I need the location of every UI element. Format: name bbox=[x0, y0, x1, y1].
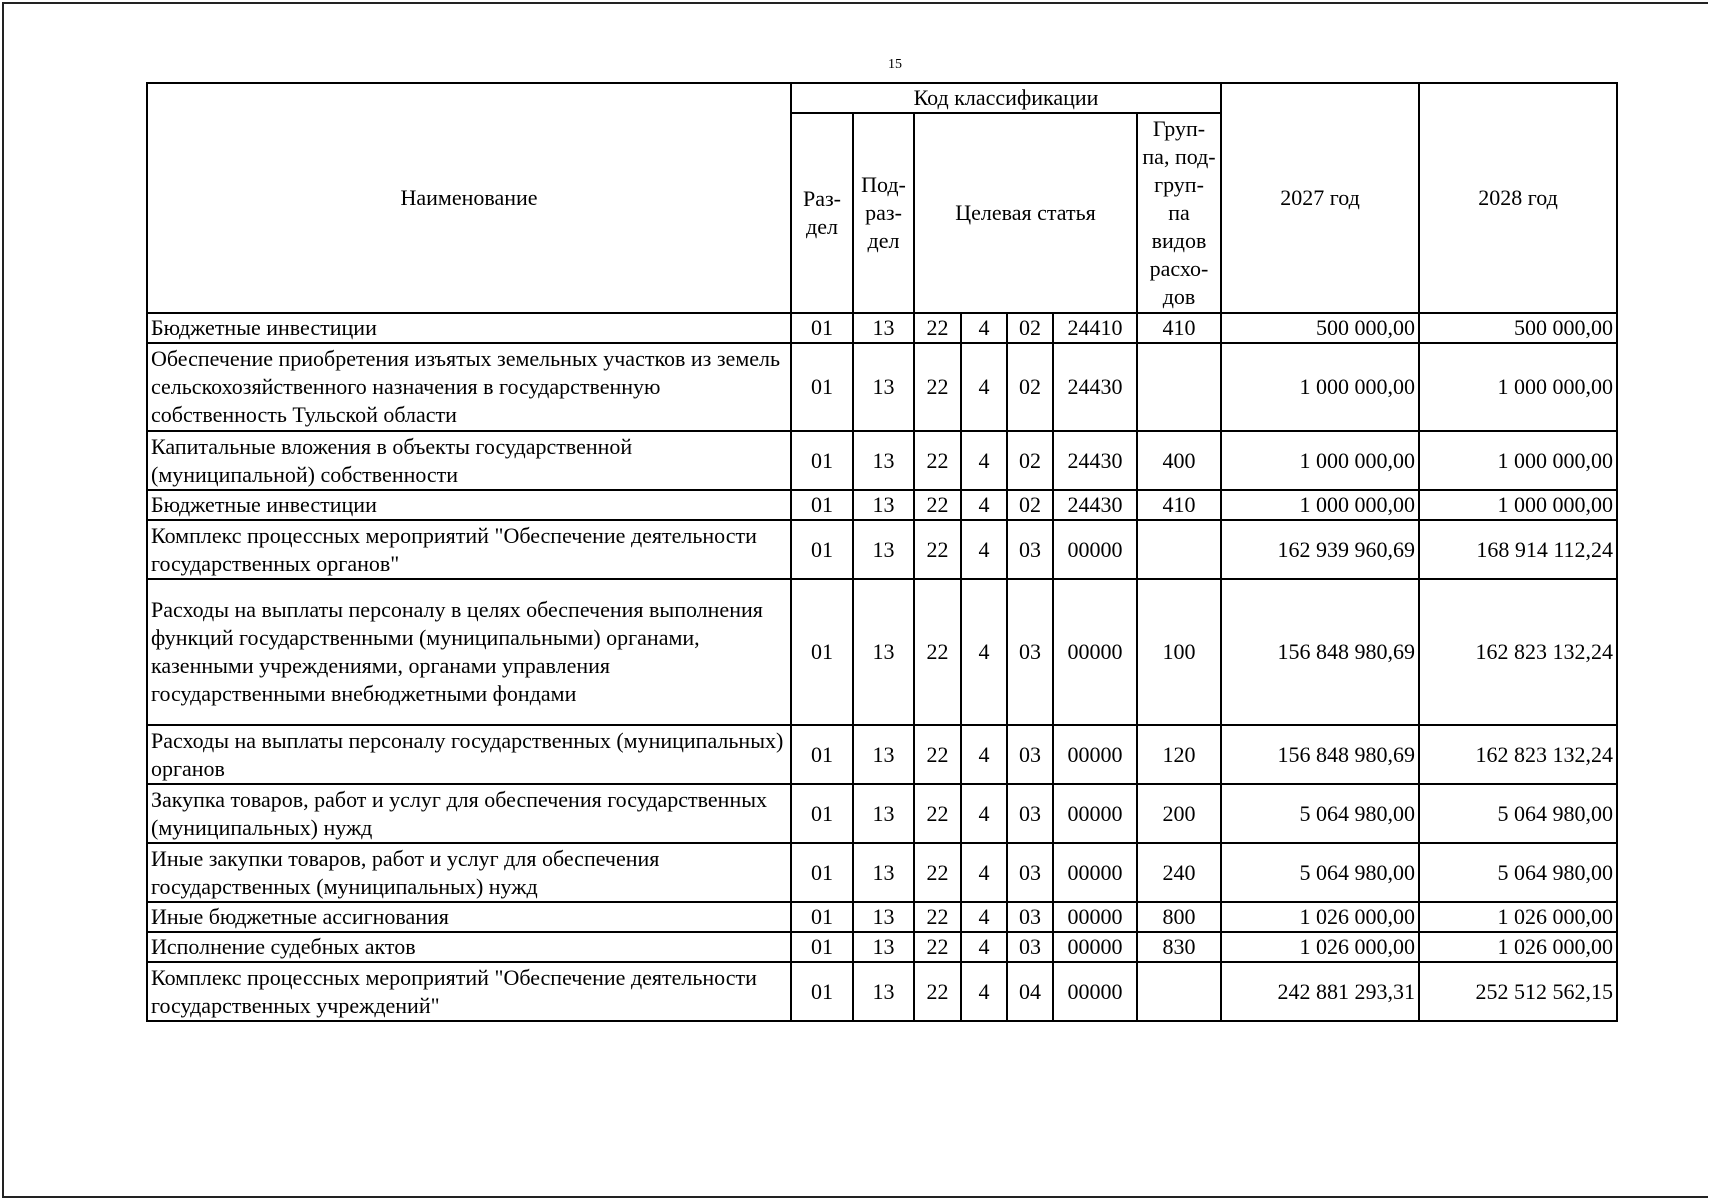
table-row bbox=[147, 784, 1617, 843]
row-subsection: 13 bbox=[853, 962, 914, 1021]
row-target-2: 4 bbox=[961, 343, 1007, 431]
row-name: Комплекс процессных мероприятий "Обеспечение деятельности государственных учреждений" bbox=[147, 962, 791, 1021]
row-target-1: 22 bbox=[914, 784, 961, 843]
row-target-3: 03 bbox=[1007, 725, 1053, 784]
header-section: Раз- дел bbox=[791, 113, 853, 313]
row-target-1: 22 bbox=[914, 843, 961, 902]
row-target-4: 00000 bbox=[1053, 932, 1137, 962]
row-name: Расходы на выплаты персоналу государственных (муниципальных) органов bbox=[147, 725, 791, 784]
row-amount-2027: 162 939 960,69 bbox=[1221, 520, 1419, 579]
row-subsection: 13 bbox=[853, 431, 914, 490]
row-amount-2028: 500 000,00 bbox=[1419, 313, 1617, 343]
table-row bbox=[147, 843, 1617, 902]
row-section: 01 bbox=[791, 343, 853, 431]
row-section: 01 bbox=[791, 490, 853, 520]
row-target-2: 4 bbox=[961, 962, 1007, 1021]
row-target-2: 4 bbox=[961, 313, 1007, 343]
table-row bbox=[147, 902, 1617, 932]
row-subsection: 13 bbox=[853, 932, 914, 962]
table-row bbox=[147, 932, 1617, 962]
row-name: Исполнение судебных актов bbox=[147, 932, 791, 962]
row-section: 01 bbox=[791, 579, 853, 725]
row-target-1: 22 bbox=[914, 902, 961, 932]
row-amount-2027: 5 064 980,00 bbox=[1221, 843, 1419, 902]
row-target-2: 4 bbox=[961, 490, 1007, 520]
row-target-4: 24410 bbox=[1053, 313, 1137, 343]
row-subsection: 13 bbox=[853, 343, 914, 431]
row-amount-2027: 1 026 000,00 bbox=[1221, 902, 1419, 932]
row-amount-2027: 500 000,00 bbox=[1221, 313, 1419, 343]
row-name: Закупка товаров, работ и услуг для обеспечения государственных (муниципальных) нужд bbox=[147, 784, 791, 843]
row-amount-2027: 1 000 000,00 bbox=[1221, 490, 1419, 520]
table-row bbox=[147, 725, 1617, 784]
row-name: Капитальные вложения в объекты государственной (муниципальной) собственности bbox=[147, 431, 791, 490]
row-target-4: 00000 bbox=[1053, 962, 1137, 1021]
table-row bbox=[147, 313, 1617, 343]
row-name: Иные закупки товаров, работ и услуг для обеспечения государственных (муниципальных) нужд bbox=[147, 843, 791, 902]
row-section: 01 bbox=[791, 784, 853, 843]
row-target-3: 02 bbox=[1007, 490, 1053, 520]
row-subsection: 13 bbox=[853, 579, 914, 725]
row-target-4: 00000 bbox=[1053, 579, 1137, 725]
row-section: 01 bbox=[791, 962, 853, 1021]
row-target-4: 00000 bbox=[1053, 520, 1137, 579]
row-name: Иные бюджетные ассигнования bbox=[147, 902, 791, 932]
row-target-3: 03 bbox=[1007, 784, 1053, 843]
row-target-4: 00000 bbox=[1053, 784, 1137, 843]
budget-table bbox=[146, 82, 1618, 1022]
row-group: 100 bbox=[1137, 579, 1221, 725]
header-year-2028: 2028 год bbox=[1419, 83, 1617, 313]
row-section: 01 bbox=[791, 932, 853, 962]
row-target-2: 4 bbox=[961, 579, 1007, 725]
table-row bbox=[147, 431, 1617, 490]
row-amount-2028: 1 000 000,00 bbox=[1419, 431, 1617, 490]
row-amount-2028: 162 823 132,24 bbox=[1419, 725, 1617, 784]
row-name: Комплекс процессных мероприятий "Обеспечение деятельности государственных органов" bbox=[147, 520, 791, 579]
row-group: 400 bbox=[1137, 431, 1221, 490]
row-section: 01 bbox=[791, 520, 853, 579]
row-target-2: 4 bbox=[961, 902, 1007, 932]
row-target-1: 22 bbox=[914, 962, 961, 1021]
row-amount-2028: 162 823 132,24 bbox=[1419, 579, 1617, 725]
row-group: 410 bbox=[1137, 490, 1221, 520]
row-name: Расходы на выплаты персоналу в целях обеспечения выполнения функций государственными (муниципальными) органами, казенными учреждениями, органами управления государственными внебюджетными фондами bbox=[147, 579, 791, 725]
table-row bbox=[147, 579, 1617, 725]
row-target-4: 00000 bbox=[1053, 725, 1137, 784]
row-amount-2028: 1 000 000,00 bbox=[1419, 343, 1617, 431]
row-group: 800 bbox=[1137, 902, 1221, 932]
row-target-4: 00000 bbox=[1053, 843, 1137, 902]
row-target-2: 4 bbox=[961, 725, 1007, 784]
row-subsection: 13 bbox=[853, 490, 914, 520]
page-number: 15 bbox=[888, 57, 902, 72]
row-name: Обеспечение приобретения изъятых земельных участков из земель сельскохозяйственного назначения в государственную собственность Тульской области bbox=[147, 343, 791, 431]
row-target-3: 03 bbox=[1007, 579, 1053, 725]
row-section: 01 bbox=[791, 725, 853, 784]
row-target-3: 04 bbox=[1007, 962, 1053, 1021]
row-section: 01 bbox=[791, 313, 853, 343]
row-target-4: 00000 bbox=[1053, 902, 1137, 932]
row-group: 410 bbox=[1137, 313, 1221, 343]
row-target-1: 22 bbox=[914, 579, 961, 725]
row-group: 200 bbox=[1137, 784, 1221, 843]
row-group: 240 bbox=[1137, 843, 1221, 902]
row-target-1: 22 bbox=[914, 520, 961, 579]
row-amount-2027: 1 000 000,00 bbox=[1221, 343, 1419, 431]
row-target-1: 22 bbox=[914, 343, 961, 431]
row-amount-2028: 252 512 562,15 bbox=[1419, 962, 1617, 1021]
header-classification-code: Код классификации bbox=[791, 83, 1221, 113]
header-name: Наименование bbox=[147, 83, 791, 313]
table-row bbox=[147, 490, 1617, 520]
row-amount-2028: 168 914 112,24 bbox=[1419, 520, 1617, 579]
row-target-1: 22 bbox=[914, 313, 961, 343]
row-target-4: 24430 bbox=[1053, 490, 1137, 520]
row-subsection: 13 bbox=[853, 520, 914, 579]
row-target-2: 4 bbox=[961, 843, 1007, 902]
header-subsection: Под- раз- дел bbox=[853, 113, 914, 313]
row-target-1: 22 bbox=[914, 431, 961, 490]
row-group bbox=[1137, 962, 1221, 1021]
row-section: 01 bbox=[791, 902, 853, 932]
row-subsection: 13 bbox=[853, 843, 914, 902]
row-subsection: 13 bbox=[853, 902, 914, 932]
table-header bbox=[147, 83, 1617, 313]
row-amount-2028: 5 064 980,00 bbox=[1419, 843, 1617, 902]
row-target-2: 4 bbox=[961, 520, 1007, 579]
table-row bbox=[147, 343, 1617, 431]
row-amount-2027: 242 881 293,31 bbox=[1221, 962, 1419, 1021]
row-section: 01 bbox=[791, 431, 853, 490]
row-target-1: 22 bbox=[914, 932, 961, 962]
row-group: 120 bbox=[1137, 725, 1221, 784]
row-target-3: 02 bbox=[1007, 343, 1053, 431]
header-target-article: Целевая статья bbox=[914, 113, 1137, 313]
row-amount-2027: 1 000 000,00 bbox=[1221, 431, 1419, 490]
row-target-2: 4 bbox=[961, 784, 1007, 843]
row-group bbox=[1137, 343, 1221, 431]
row-target-3: 03 bbox=[1007, 520, 1053, 579]
table-row bbox=[147, 520, 1617, 579]
row-target-4: 24430 bbox=[1053, 343, 1137, 431]
row-target-3: 03 bbox=[1007, 932, 1053, 962]
row-target-3: 02 bbox=[1007, 431, 1053, 490]
row-amount-2028: 1 026 000,00 bbox=[1419, 902, 1617, 932]
row-amount-2027: 5 064 980,00 bbox=[1221, 784, 1419, 843]
table-row bbox=[147, 962, 1617, 1021]
row-name: Бюджетные инвестиции bbox=[147, 313, 791, 343]
row-amount-2027: 156 848 980,69 bbox=[1221, 579, 1419, 725]
row-section: 01 bbox=[791, 843, 853, 902]
row-group: 830 bbox=[1137, 932, 1221, 962]
row-subsection: 13 bbox=[853, 784, 914, 843]
row-target-2: 4 bbox=[961, 431, 1007, 490]
row-target-1: 22 bbox=[914, 490, 961, 520]
row-subsection: 13 bbox=[853, 725, 914, 784]
row-amount-2028: 1 026 000,00 bbox=[1419, 932, 1617, 962]
header-year-2027: 2027 год bbox=[1221, 83, 1419, 313]
row-subsection: 13 bbox=[853, 313, 914, 343]
row-target-4: 24430 bbox=[1053, 431, 1137, 490]
table-body bbox=[147, 313, 1617, 1021]
row-amount-2028: 1 000 000,00 bbox=[1419, 490, 1617, 520]
row-group bbox=[1137, 520, 1221, 579]
row-target-1: 22 bbox=[914, 725, 961, 784]
row-amount-2027: 156 848 980,69 bbox=[1221, 725, 1419, 784]
row-target-3: 02 bbox=[1007, 313, 1053, 343]
row-target-2: 4 bbox=[961, 932, 1007, 962]
row-target-3: 03 bbox=[1007, 843, 1053, 902]
header-expense-group: Груп- па, под- груп- па видов расхо- дов bbox=[1137, 113, 1221, 313]
row-name: Бюджетные инвестиции bbox=[147, 490, 791, 520]
row-amount-2027: 1 026 000,00 bbox=[1221, 932, 1419, 962]
row-target-3: 03 bbox=[1007, 902, 1053, 932]
row-amount-2028: 5 064 980,00 bbox=[1419, 784, 1617, 843]
